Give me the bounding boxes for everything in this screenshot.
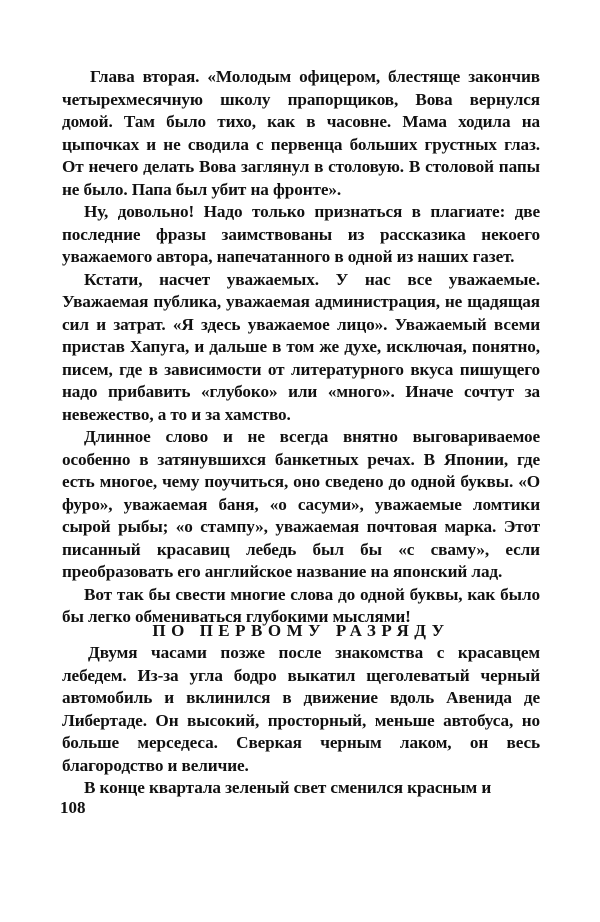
paragraph: Двумя часами позже после знакомства с красавцем лебедем. Из-за угла бодро выкатил щеголеватый черный автомобиль и вклинился в движение вдоль Авенида де Либертаде. Он высокий, просторный, меньше автобуса, но больше мерседеса. Сверкая черным лаком, он весь благородство и величие. bbox=[62, 643, 540, 775]
paragraph: Длинное слово и не всегда внятно выговариваемое особенно в затянувшихся банкетных речах. В Японии, где есть многое, чему поучиться, оно сведено до одной буквы. «О фуро», уважаемая баня, «о сасуми», уважаемые ломтики сырой рыбы; «о стампу», уважаемая почтовая марка. Этот писанный красавиц лебедь был бы «с сваму», если преобразовать его английское название на японский лад. bbox=[62, 427, 540, 581]
main-text bbox=[62, 66, 540, 629]
paragraph: Глава вторая. «Молодым офицером, блестяще закончив четырехмесячную школу прапорщиков, Вова вернулся домой. Там было тихо, как в часовне. Мама ходила на цыпочках и не сводила с первенца больших грустных глаз. От нечего делать Вова заглянул в столовую. В столовой папы не было. Папа был убит на фронте». bbox=[62, 67, 540, 199]
section-heading: ПО ПЕРВОМУ РАЗРЯДУ bbox=[152, 621, 450, 640]
paragraph: Кстати, насчет уважаемых. У нас все уважаемые. Уважаемая публика, уважаемая администрация, не щадящая сил и затрат. «Я здесь уважаемое лицо». Уважаемый всеми пристав Хапуга, и дальше в том же духе, исключая, понятно, писем, где в зависимости от литературного вкуса пишущего надо прибавить «глубоко» или «много». Иначе сочтут за невежество, а то и за хамство. bbox=[62, 269, 540, 424]
page-number: 108 bbox=[60, 798, 86, 817]
paragraph: В конце квартала зеленый свет сменился красным и bbox=[84, 778, 492, 797]
section-text bbox=[62, 642, 540, 800]
paragraph: Ну, довольно! Надо только признаться в плагиате: две последние фразы заимствованы из рассказика некоего уважаемого автора, напечатанного в одной из наших газет. bbox=[62, 202, 540, 266]
paragraph: Вот так бы свести многие слова до одной буквы, как было бы легко обмениваться глубокими мыслями! bbox=[62, 584, 540, 626]
